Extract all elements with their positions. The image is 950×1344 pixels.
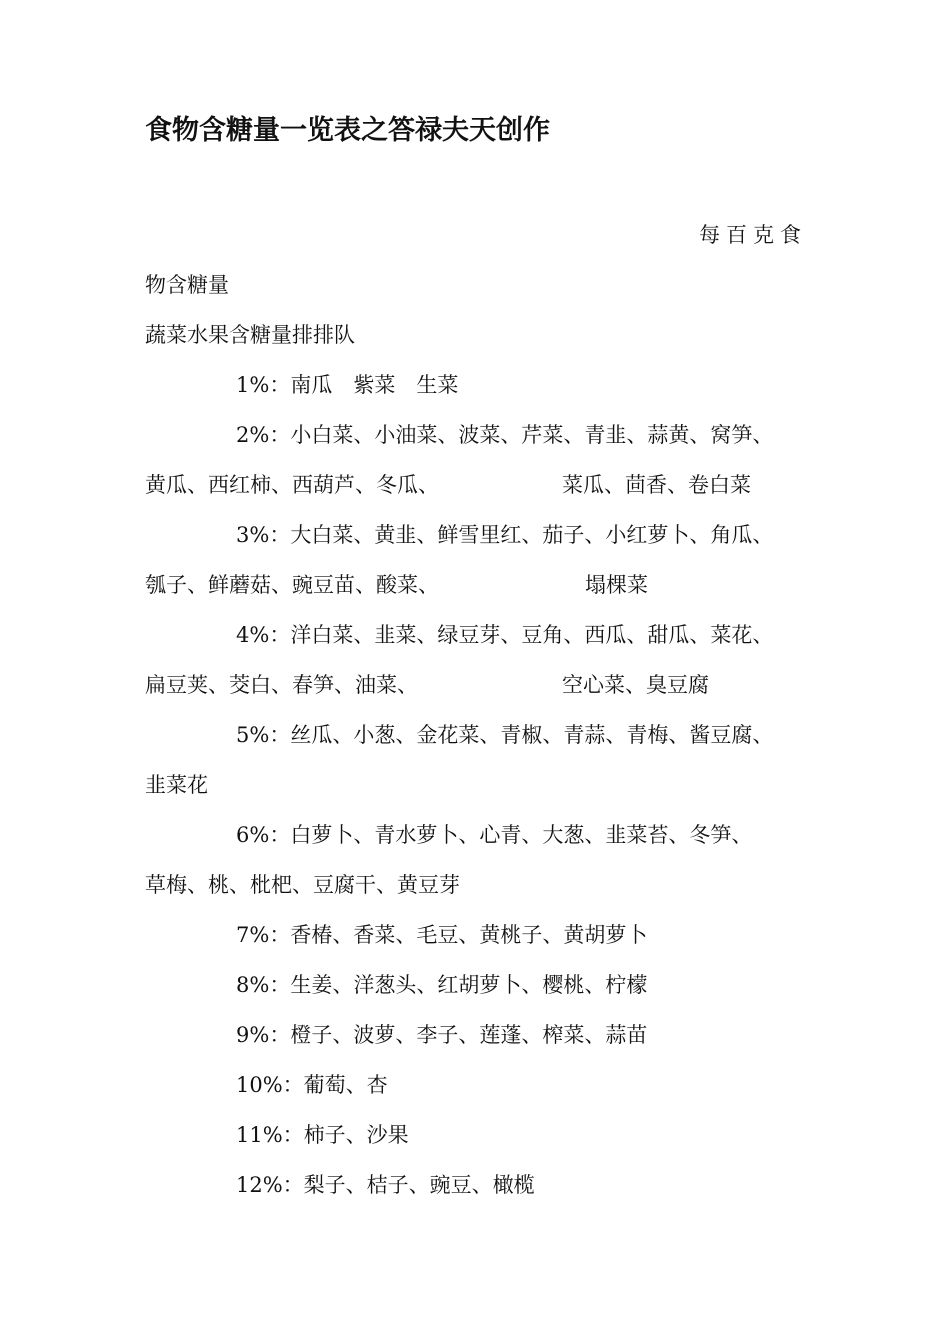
section-heading: 蔬菜水果含糖量排排队 <box>145 323 355 347</box>
row-2pct-line2b: 菜瓜、茴香、卷白菜 <box>562 473 751 497</box>
row-7pct: 7%：香椿、香菜、毛豆、黄桃子、黄胡萝卜 <box>236 923 648 947</box>
row-6pct-line1: 6%：白萝卜、青水萝卜、心青、大葱、韭菜苔、冬笋、 <box>236 823 753 847</box>
row-4pct-line1: 4%：洋白菜、韭菜、绿豆芽、豆角、西瓜、甜瓜、菜花、 <box>236 623 774 647</box>
row-8pct: 8%：生姜、洋葱头、红胡萝卜、樱桃、柠檬 <box>236 973 648 997</box>
document-title: 食物含糖量一览表之答禄夫天创作 <box>145 115 550 146</box>
row-4pct-line2a: 扁豆荚、茭白、春笋、油菜、 <box>145 673 418 697</box>
row-6pct-line2: 草梅、桃、枇杷、豆腐干、黄豆芽 <box>145 873 460 897</box>
row-5pct-line1: 5%：丝瓜、小葱、金花菜、青椒、青蒜、青梅、酱豆腐、 <box>236 723 774 747</box>
row-3pct-line2a: 瓠子、鲜蘑菇、豌豆苗、酸菜、 <box>145 573 439 597</box>
row-2pct-line2a: 黄瓜、西红柿、西葫芦、冬瓜、 <box>145 473 439 497</box>
row-12pct: 12%：梨子、桔子、豌豆、橄榄 <box>236 1173 535 1197</box>
row-11pct: 11%：柿子、沙果 <box>236 1123 409 1147</box>
intro-right-text: 每百克食 <box>699 223 807 247</box>
row-5pct-line2: 韭菜花 <box>145 773 208 797</box>
row-3pct-line2b: 塌棵菜 <box>585 573 648 597</box>
intro-left-text: 物含糖量 <box>145 273 229 297</box>
row-2pct-line1: 2%：小白菜、小油菜、波菜、芹菜、青韭、蒜黄、窝笋、 <box>236 423 774 447</box>
row-1pct: 1%：南瓜 紫菜 生菜 <box>236 373 459 397</box>
row-4pct-line2b: 空心菜、臭豆腐 <box>562 673 709 697</box>
row-3pct-line1: 3%：大白菜、黄韭、鲜雪里红、茄子、小红萝卜、角瓜、 <box>236 523 774 547</box>
row-10pct: 10%：葡萄、杏 <box>236 1073 388 1097</box>
row-9pct: 9%：橙子、波萝、李子、莲蓬、榨菜、蒜苗 <box>236 1023 648 1047</box>
